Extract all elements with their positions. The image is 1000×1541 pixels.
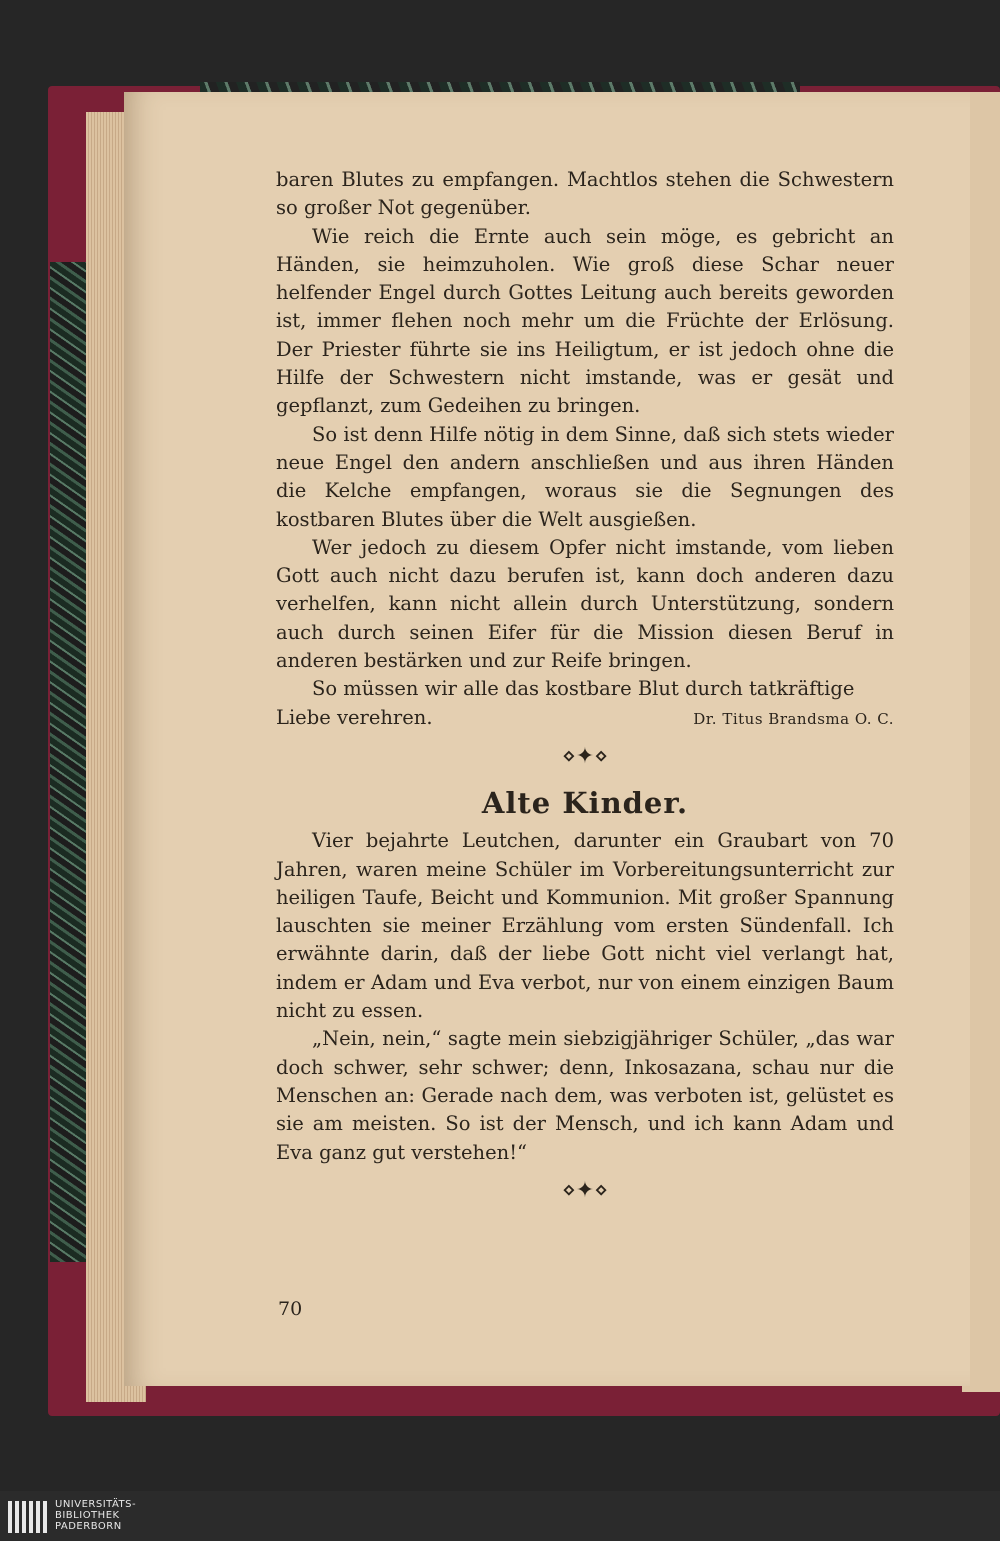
paragraph: „Nein, nein,“ sagte mein siebzigjähriger Schüler, „das war doch schwer, sehr schwer; denn, Inkosazana, schau nur die Menschen an: Gerade nach dem, was verboten ist, gelüstet es sie am meisten. So ist der Mensch, und ich kann Adam und Eva ganz gut verstehen!“ [276,1027,894,1164]
ornament-icon: ⋄✦⋄ [562,1177,608,1203]
author-signature: Dr. Titus Brandsma O. C. [693,709,894,728]
paragraph: Wie reich die Ernte auch sein möge, es gebricht an Händen, sie heimzuholen. Wie groß diese Schar neuer helfender Engel durch Gottes Leitung auch bereits geworden ist, immer flehen noch mehr um die Früchte der Erlösung. Der Priester führte sie ins Heiligtum, er ist jedoch ohne die Hilfe der Schwestern nicht imstande, was er gesät und gepflanzt, zum Gedeihen zu bringen. [276,224,894,418]
library-footer [0,1491,1000,1541]
ornament-icon: ⋄✦⋄ [562,743,608,769]
paragraph: So müssen wir alle das kostbare Blut durch tatkräftige [312,677,855,701]
paragraph: baren Blutes zu empfangen. Machtlos stehen die Schwestern so großer Not gegenüber. [276,168,894,220]
closing-line [276,704,894,733]
book-page [124,92,970,1386]
paragraph: So ist denn Hilfe nötig in dem Sinne, daß sich stets wieder neue Engel den andern anschließen und aus ihren Händen die Kelche empfangen, woraus sie die Segnungen des kostbaren Blutes über die Welt ausgießen. [276,422,894,531]
page-number: 70 [278,1298,303,1320]
page-text [276,166,894,1215]
paragraph: Vier bejahrte Leutchen, darunter ein Graubart von 70 Jahren, waren meine Schüler im Vorbereitungsunterricht zur heiligen Taufe, Beicht und Kommunion. Mit großer Spannung lauschten sie meiner Erzählung vom ersten Sündenfall. Ich erwähnte darin, daß der liebe Gott nicht viel verlangt hat, indem er Adam und Eva verbot, nur von einem einzigen Baum nicht zu essen. [276,829,894,1023]
library-logo-icon [8,1501,48,1533]
paragraph: Wer jedoch zu diesem Opfer nicht imstande, vom lieben Gott auch nicht dazu berufen ist, kann doch anderen dazu verhelfen, kann nicht allein durch Unterstützung, sondern auch durch seinen Eifer für die Mission diesen Beruf in anderen bestärken und zur Reife bringen. [276,535,894,673]
closing-text: Liebe verehren. [276,705,433,729]
library-name: UNIVERSITÄTS- BIBLIOTHEK PADERBORN [55,1499,137,1532]
section-heading: Alte Kinder. [481,785,689,820]
